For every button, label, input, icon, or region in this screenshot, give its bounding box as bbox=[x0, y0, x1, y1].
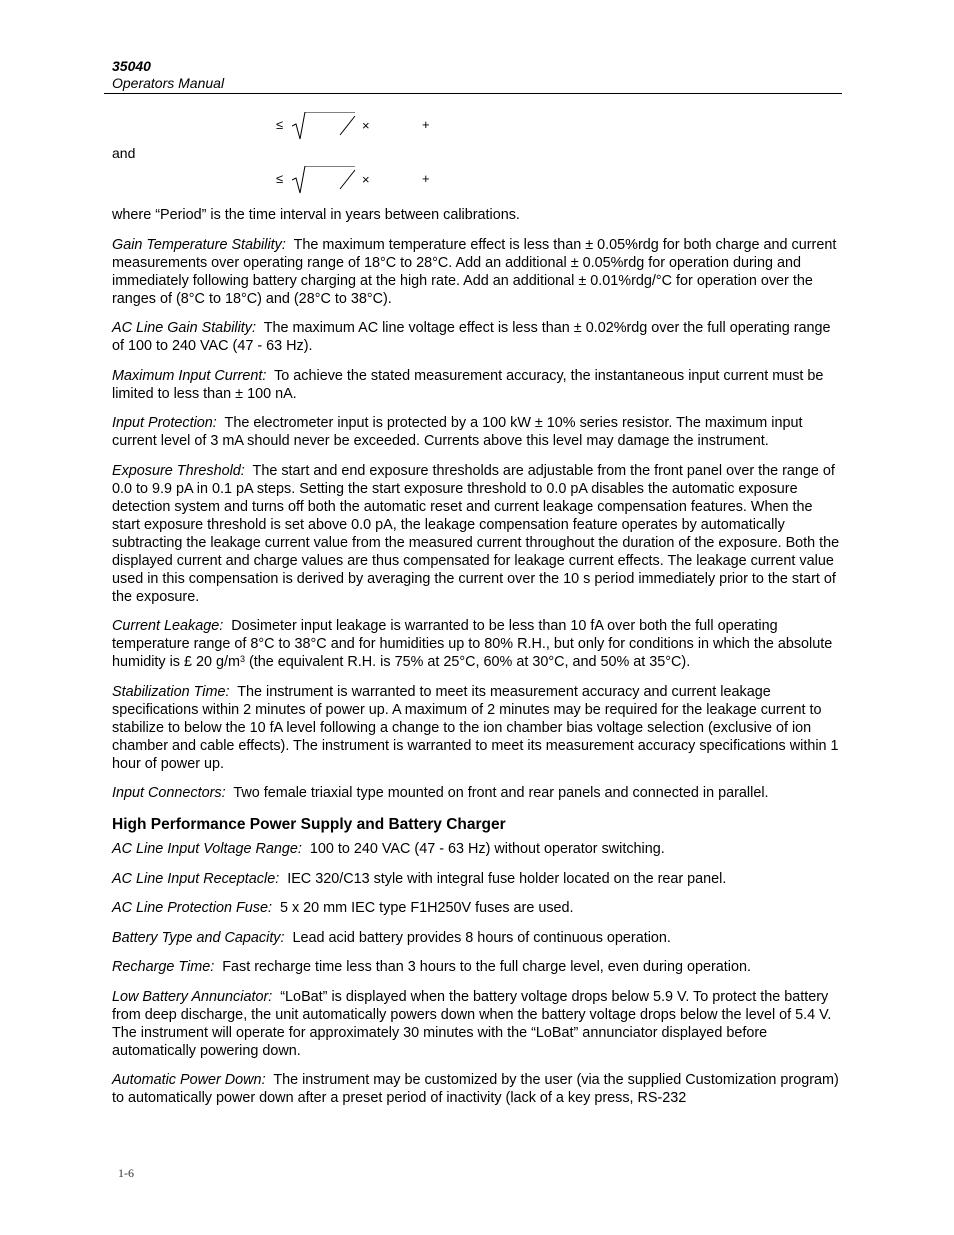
spec-label: Input Connectors: bbox=[112, 785, 226, 801]
spec-ac-line-input-voltage-range bbox=[112, 840, 842, 858]
times-symbol: × bbox=[362, 172, 370, 187]
spec-label: Automatic Power Down: bbox=[112, 1072, 266, 1088]
spec-label: Maximum Input Current: bbox=[112, 367, 267, 384]
intro-paragraph: where “Period” is the time interval in years between calibrations. bbox=[112, 207, 520, 223]
document-number: 35040 bbox=[112, 58, 151, 74]
spec-stabilization-time bbox=[112, 683, 842, 773]
times-symbol: × bbox=[362, 118, 370, 133]
spec-input-protection bbox=[112, 414, 842, 450]
spec-label: Low Battery Annunciator: bbox=[112, 988, 273, 1005]
spec-automatic-power-down bbox=[112, 1071, 842, 1107]
spec-text: “LoBat” is displayed when the battery voltage drops below 5.9 V. To protect the battery from deep discharge, the unit automatically powers down when the battery voltage drops below the level of 5.4 V. The instrument will operate for approximately 30 minutes with the “LoBat” annunciator displayed before automatically powering down. bbox=[112, 988, 832, 1059]
spec-current-leakage bbox=[112, 617, 842, 671]
spec-ac-line-input-receptacle bbox=[112, 870, 842, 888]
spec-label: Battery Type and Capacity: bbox=[112, 929, 285, 946]
spec-exposure-threshold bbox=[112, 462, 842, 606]
spec-label: AC Line Input Voltage Range: bbox=[112, 841, 302, 857]
page-header bbox=[112, 57, 842, 92]
spec-text: Dosimeter input leakage is warranted to be less than 10 fA over both the full operating temperature range of 8°C to 38°C and for humidities up to 80% R.H., but only for conditions in which the absolute humidity is £ 20 g/m bbox=[112, 618, 833, 670]
plus-symbol: + bbox=[422, 117, 430, 132]
spec-text: IEC 320/C13 style with integral fuse holder located on the rear panel. bbox=[287, 870, 727, 887]
spec-recharge-time bbox=[112, 958, 842, 976]
spec-label: Input Protection: bbox=[112, 415, 217, 431]
spec-text: The instrument is warranted to meet its measurement accuracy and current leakage specifications within 2 minutes of power up. A maximum of 2 minutes may be required for the leakage current to stabilize to below the 10 fA level following a change to the ion chamber bias voltage selection (exclusive of ion chamber and cable effects). The instrument is warranted to meet its measurement accuracy specifications within 1 hour of power up. bbox=[112, 683, 839, 772]
spec-label: AC Line Input Receptacle: bbox=[112, 870, 280, 887]
and-label: and bbox=[112, 145, 136, 161]
spec-ac-line-protection-fuse bbox=[112, 899, 842, 917]
leq-symbol: ≤ bbox=[276, 171, 284, 186]
spec-input-connectors bbox=[112, 784, 842, 802]
spec-label: Exposure Threshold: bbox=[112, 462, 245, 479]
header-rule bbox=[104, 93, 842, 94]
spec-label: AC Line Gain Stability: bbox=[112, 320, 256, 336]
sqrt-symbol bbox=[292, 112, 362, 142]
formula-1 bbox=[276, 112, 446, 146]
page-number: 1-6 bbox=[118, 1166, 134, 1180]
spec-text: The start and end exposure thresholds are adjustable from the front panel over the range of 0.0 to 9.9 pA in 0.1 pA steps. Setting the start exposure threshold to 0.0 pA disables the automatic exposure detection system and turns off both the automatic reset and current leakage compensation features. When the start exposure threshold is set above 0.0 pA, the leakage compensation feature operates by automatically subtracting the leakage current value from the measured current throughout the duration of the exposure. Both the displayed current and charge values are thus compensated for leakage current effects. The leakage current value used in this compensation is derived by averaging the current over the 10 s period immediately prior to the start of the exposure. bbox=[112, 462, 840, 605]
formula-2 bbox=[276, 166, 446, 200]
main-content bbox=[112, 206, 842, 1119]
document-title: Operators Manual bbox=[112, 75, 225, 91]
spec-gain-temperature-stability bbox=[112, 236, 842, 308]
spec-label: Stabilization Time: bbox=[112, 683, 230, 700]
spec-low-battery-annunciator bbox=[112, 988, 842, 1060]
leq-symbol: ≤ bbox=[276, 117, 284, 132]
spec-text: 5 x 20 mm IEC type F1H250V fuses are used. bbox=[279, 900, 574, 916]
spec-text-continued: (the equivalent R.H. is 75% at 25°C, 60% at 30°C, and 50% at 35°C). bbox=[245, 654, 691, 670]
spec-text: The electrometer input is protected by a 100 kW ± 10% series resistor. The maximum input current level of 3 mA should never be exceeded. Currents above this level may damage the instrument. bbox=[112, 415, 803, 449]
spec-text: Two female triaxial type mounted on front and rear panels and connected in parallel. bbox=[233, 785, 769, 801]
spec-text: The instrument may be customized by the user (via the supplied Customization program) to automatically power down after a preset period of inactivity (lack of a key press, RS-232 bbox=[112, 1072, 839, 1106]
spec-text: The maximum AC line voltage effect is less than ± 0.02%rdg over the full operating range of 100 to 240 VAC (47 - 63 Hz). bbox=[112, 320, 831, 354]
spec-text: 100 to 240 VAC (47 - 63 Hz) without operator switching. bbox=[309, 841, 665, 857]
spec-ac-line-gain-stability bbox=[112, 319, 842, 355]
spec-maximum-input-current bbox=[112, 367, 842, 403]
superscript: 3 bbox=[239, 654, 245, 664]
plus-symbol: + bbox=[422, 171, 430, 186]
spec-label: Recharge Time: bbox=[112, 959, 215, 975]
spec-battery-type-capacity bbox=[112, 929, 842, 947]
spec-text: To achieve the stated measurement accuracy, the instantaneous input current must be limited to less than ± 100 nA. bbox=[112, 367, 824, 402]
spec-text: Fast recharge time less than 3 hours to the full charge level, even during operation. bbox=[222, 959, 752, 975]
spec-label: Gain Temperature Stability: bbox=[112, 236, 286, 253]
spec-label: AC Line Protection Fuse: bbox=[112, 900, 272, 916]
spec-text: The maximum temperature effect is less than ± 0.05%rdg for both charge and current measurements over operating range of 18°C to 28°C. Add an additional ± 0.05%rdg for operation during and immediately following battery charging at the high rate. Add an additional ± 0.01%rdg/°C for operation over the ranges of (8°C to 18°C) and (28°C to 38°C). bbox=[112, 236, 837, 307]
spec-text: Lead acid battery provides 8 hours of continuous operation. bbox=[292, 929, 671, 946]
section-heading: High Performance Power Supply and Battery Charger bbox=[112, 816, 506, 833]
sqrt-symbol bbox=[292, 166, 362, 196]
spec-label: Current Leakage: bbox=[112, 618, 224, 634]
